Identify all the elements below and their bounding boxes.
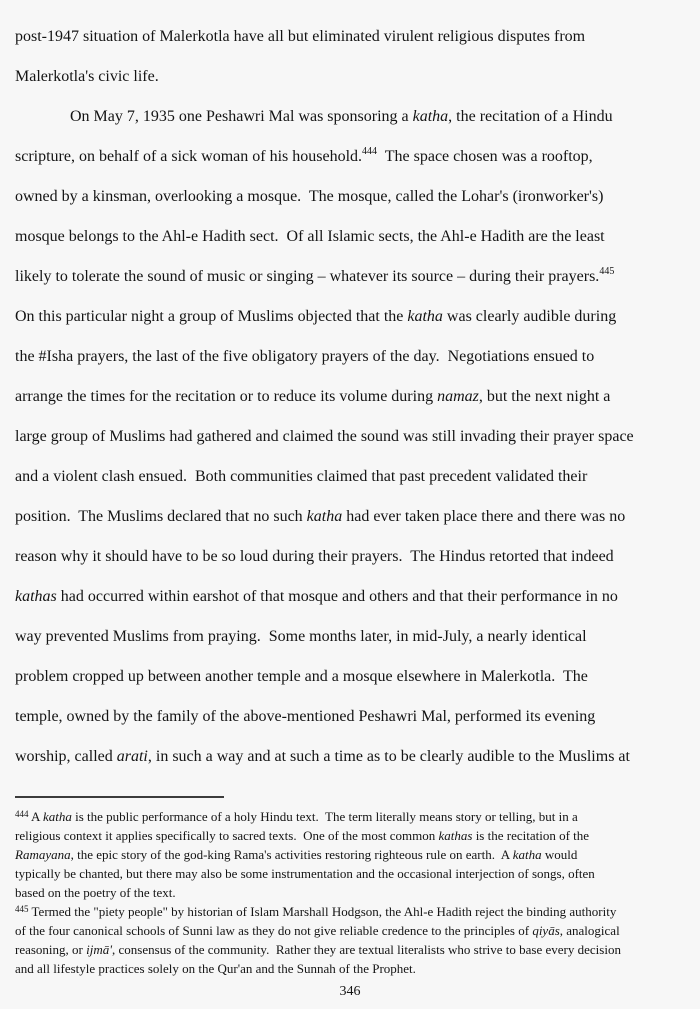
- body-line: problem cropped up between another temple and a mosque elsewhere in Malerkotla. The: [15, 668, 588, 685]
- body-line: worship, called arati, in such a way and at such a time as to be clearly audible to the Muslims at: [15, 748, 630, 765]
- body-line: way prevented Muslims from praying. Some months later, in mid-July, a nearly identical: [15, 628, 587, 645]
- body-line: large group of Muslims had gathered and claimed the sound was still invading their prayer space: [15, 428, 634, 445]
- body-line: likely to tolerate the sound of music or singing – whatever its source – during their prayers.$^{445}$: [15, 266, 615, 285]
- body-line: post-1947 situation of Malerkotla have all but eliminated virulent religious disputes from: [15, 28, 586, 45]
- body-text: [15, 17, 693, 777]
- body-line: mosque belongs to the Ahl-e Hadith sect. Of all Islamic sects, the Ahl-e Hadith are the least: [15, 228, 605, 245]
- body-line: owned by a kinsman, overlooking a mosque. The mosque, called the Lohar's (ironworker's): [15, 188, 604, 205]
- footnote-line: $^{445}$ Termed the "piety people" by historian of Islam Marshall Hodgson, the Ahl-e Hadith reject the binding authority: [15, 904, 617, 919]
- body-line: kathas had occurred within earshot of that mosque and others and that their performance in no: [15, 588, 618, 605]
- page-number: 346: [339, 984, 361, 999]
- body-line: the #Isha prayers, the last of the five obligatory prayers of the day. Negotiations ensued to: [15, 348, 595, 365]
- body-line: scripture, on behalf of a sick woman of his household.$^{444}$ The space chosen was a rooftop,: [15, 146, 593, 165]
- footnote-line: based on the poetry of the text.: [15, 885, 176, 900]
- body-line: and a violent clash ensued. Both communities claimed that past precedent validated their: [15, 468, 588, 485]
- footnote-separator-rule: [15, 796, 224, 798]
- footnote-section: [15, 807, 695, 978]
- body-line: Malerkotla's civic life.: [15, 68, 159, 85]
- body-line: temple, owned by the family of the above-mentioned Peshawri Mal, performed its evening: [15, 708, 596, 725]
- footnote-line: religious context it applies specifically to sacred texts. One of the most common kathas is the recitation of the: [15, 828, 590, 843]
- body-line: reason why it should have to be so loud during their prayers. The Hindus retorted that indeed: [15, 548, 614, 565]
- footnote-line: $^{444}$ A katha is the public performance of a holy Hindu text. The term literally means story or telling, but in a: [15, 809, 578, 824]
- footnote-line: typically be chanted, but there may also be some instrumentation and the occasional interjection of songs, often: [15, 866, 595, 881]
- footnote-line: reasoning, or ijmā', consensus of the community. Rather they are textual literalists who strive to base every decision: [15, 942, 621, 957]
- footnote-line: Ramayana, the epic story of the god-king Rama's activities restoring righteous rule on earth. A katha would: [15, 847, 578, 862]
- body-line: On May 7, 1935 one Peshawri Mal was sponsoring a katha, the recitation of a Hindu: [70, 108, 613, 125]
- body-line: arrange the times for the recitation or to reduce its volume during namaz, but the next night a: [15, 388, 611, 405]
- body-line: On this particular night a group of Muslims objected that the katha was clearly audible during: [15, 308, 617, 325]
- footnote-line: of the four canonical schools of Sunni law as they do not give reliable credence to the principles of qiyās, analogical: [15, 923, 620, 938]
- body-line: position. The Muslims declared that no such katha had ever taken place there and there was no: [15, 508, 626, 525]
- footnote-line: and all lifestyle practices solely on the Qur'an and the Sunnah of the Prophet.: [15, 961, 416, 976]
